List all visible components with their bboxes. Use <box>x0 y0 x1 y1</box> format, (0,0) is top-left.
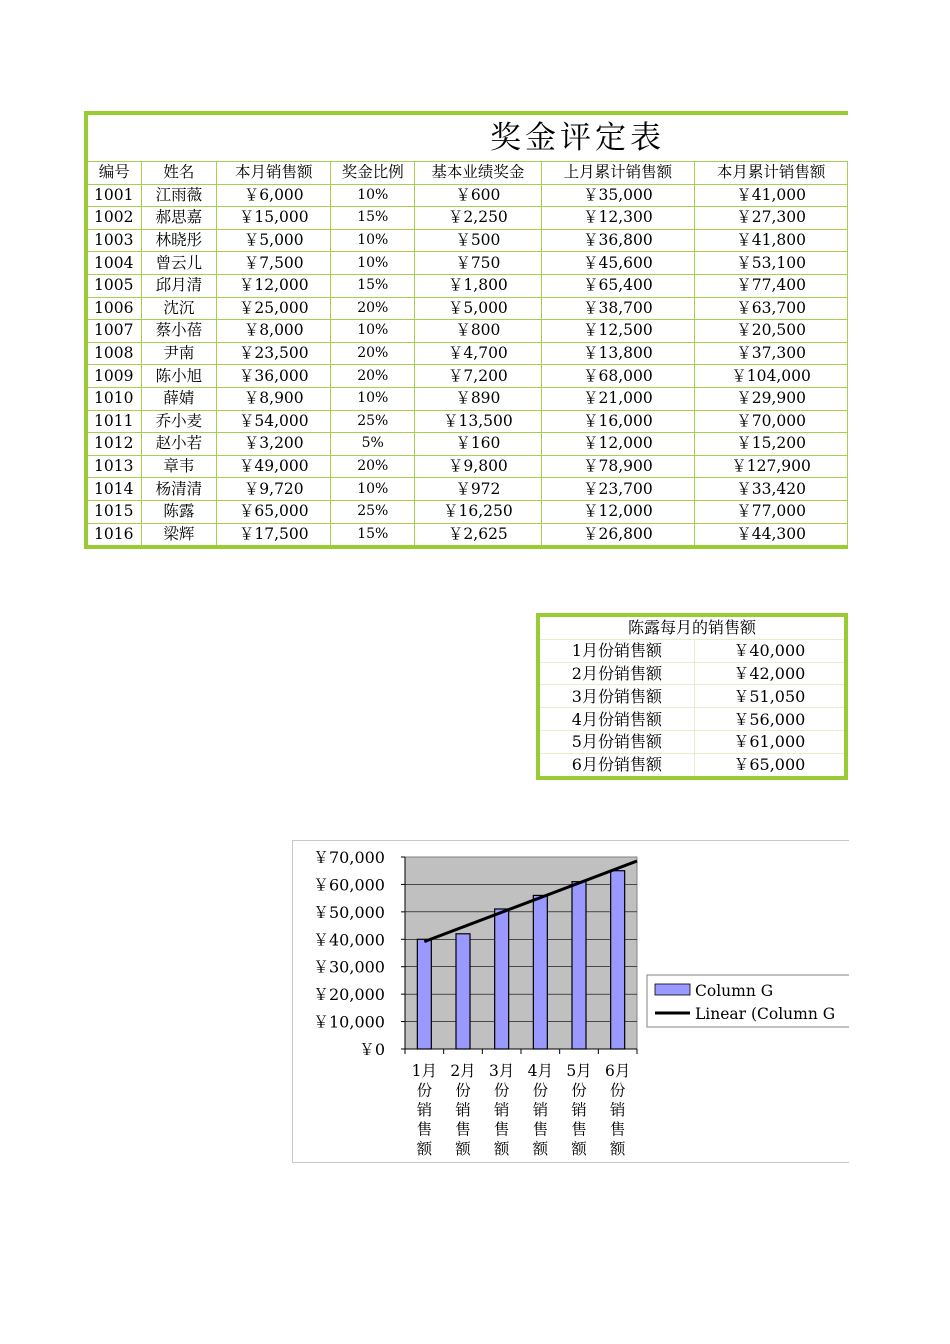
table-cell: ￥23,500 <box>217 342 331 365</box>
sales-chart <box>292 840 849 1163</box>
table-cell: ￥15,000 <box>217 207 331 230</box>
table-cell: ￥49,000 <box>217 455 331 478</box>
list-item <box>538 753 846 777</box>
bar <box>533 895 547 1049</box>
table-row <box>86 184 848 207</box>
table-cell: 1016 <box>86 523 141 547</box>
month-value: ￥51,050 <box>694 685 846 708</box>
table-cell: 1009 <box>86 365 141 388</box>
table-cell: 郝思嘉 <box>141 207 217 230</box>
table-cell: ￥41,000 <box>695 184 848 207</box>
y-tick-label: ￥70,000 <box>313 848 385 867</box>
table-cell: 乔小麦 <box>141 410 217 433</box>
month-label: 2月份销售额 <box>538 662 694 685</box>
legend-swatch-bar <box>655 984 690 995</box>
table-cell: 梁辉 <box>141 523 217 547</box>
table-cell: ￥36,000 <box>217 365 331 388</box>
table-cell: ￥13,500 <box>415 410 541 433</box>
table-cell: 章韦 <box>141 455 217 478</box>
plot-area <box>405 857 637 1049</box>
table-cell: ￥16,000 <box>541 410 695 433</box>
table-cell: 1015 <box>86 500 141 523</box>
table-cell: 蔡小蓓 <box>141 320 217 343</box>
table-cell: ￥127,900 <box>695 455 848 478</box>
table-cell: ￥2,250 <box>415 207 541 230</box>
chart-legend <box>647 975 849 1027</box>
table-cell: 10% <box>331 478 415 501</box>
table-cell: ￥2,625 <box>415 523 541 547</box>
column-header: 本月销售额 <box>217 162 331 185</box>
table-cell: ￥54,000 <box>217 410 331 433</box>
table-cell: ￥65,400 <box>541 274 695 297</box>
table-cell: 1007 <box>86 320 141 343</box>
table-cell: 陈小旭 <box>141 365 217 388</box>
month-value: ￥56,000 <box>694 708 846 731</box>
monthly-sales-table <box>536 613 848 780</box>
month-value: ￥40,000 <box>694 639 846 662</box>
table-cell: 1014 <box>86 478 141 501</box>
table-cell: ￥44,300 <box>695 523 848 547</box>
table-cell: 10% <box>331 320 415 343</box>
table-cell: 10% <box>331 252 415 275</box>
column-header: 编号 <box>86 162 141 185</box>
table-cell: 赵小若 <box>141 433 217 456</box>
table-cell: 1005 <box>86 274 141 297</box>
table-cell: 1012 <box>86 433 141 456</box>
x-tick-label: 4月份销售额 <box>527 1062 554 1158</box>
list-item <box>538 708 846 731</box>
table-cell: ￥65,000 <box>217 500 331 523</box>
month-label: 4月份销售额 <box>538 708 694 731</box>
x-tick-label: 2月份销售额 <box>450 1062 476 1158</box>
table-cell: ￥500 <box>415 229 541 252</box>
list-item <box>538 730 846 753</box>
table-cell: ￥5,000 <box>217 229 331 252</box>
table-cell: 尹南 <box>141 342 217 365</box>
table-row <box>86 478 848 501</box>
table-cell: ￥15,200 <box>695 433 848 456</box>
table-cell: 林晓彤 <box>141 229 217 252</box>
table-cell: ￥9,800 <box>415 455 541 478</box>
table-cell: 曾云儿 <box>141 252 217 275</box>
table-cell: ￥38,700 <box>541 297 695 320</box>
table-cell: 陈露 <box>141 500 217 523</box>
x-tick-label: 5月份销售额 <box>566 1062 592 1158</box>
table-cell: ￥8,900 <box>217 387 331 410</box>
month-label: 6月份销售额 <box>538 753 694 777</box>
table-cell: 20% <box>331 342 415 365</box>
table-cell: 20% <box>331 297 415 320</box>
table-cell: 10% <box>331 229 415 252</box>
table-cell: 薛婧 <box>141 387 217 410</box>
column-header: 姓名 <box>141 162 217 185</box>
table-cell: 1003 <box>86 229 141 252</box>
table-row <box>86 252 848 275</box>
bar <box>417 939 431 1049</box>
table-cell: ￥45,600 <box>541 252 695 275</box>
table-cell: 1011 <box>86 410 141 433</box>
table-cell: 15% <box>331 523 415 547</box>
month-value: ￥65,000 <box>694 753 846 777</box>
table-row <box>86 365 848 388</box>
table-row <box>86 433 848 456</box>
table-row <box>86 387 848 410</box>
table-cell: 邱月清 <box>141 274 217 297</box>
y-tick-label: ￥30,000 <box>313 957 385 977</box>
month-value: ￥61,000 <box>694 730 846 753</box>
table-cell: 20% <box>331 365 415 388</box>
table-row <box>86 342 848 365</box>
table-cell: ￥160 <box>415 433 541 456</box>
table-cell: ￥36,800 <box>541 229 695 252</box>
column-header: 上月累计销售额 <box>541 162 695 185</box>
table-cell: ￥600 <box>415 184 541 207</box>
table-cell: 江雨薇 <box>141 184 217 207</box>
table-row <box>86 207 848 230</box>
table-cell: 15% <box>331 274 415 297</box>
table-cell: 1006 <box>86 297 141 320</box>
table-cell: ￥12,500 <box>541 320 695 343</box>
month-label: 1月份销售额 <box>538 639 694 662</box>
legend-label: Linear (Column G <box>695 1005 836 1023</box>
table-cell: ￥12,000 <box>541 433 695 456</box>
table-cell: ￥972 <box>415 478 541 501</box>
table-cell: ￥29,900 <box>695 387 848 410</box>
list-item <box>538 685 846 708</box>
table-cell: ￥35,000 <box>541 184 695 207</box>
list-item <box>538 639 846 662</box>
x-tick-label: 1月份销售额 <box>411 1062 438 1158</box>
table-cell: ￥77,400 <box>695 274 848 297</box>
table-cell: ￥9,720 <box>217 478 331 501</box>
table-cell: 10% <box>331 387 415 410</box>
table-cell: ￥4,700 <box>415 342 541 365</box>
month-label: 3月份销售额 <box>538 685 694 708</box>
table-row <box>86 500 848 523</box>
table-cell: ￥890 <box>415 387 541 410</box>
table-cell: ￥33,420 <box>695 478 848 501</box>
column-header: 基本业绩奖金 <box>415 162 541 185</box>
table-cell: ￥6,000 <box>217 184 331 207</box>
table-cell: 10% <box>331 184 415 207</box>
table-cell: 25% <box>331 410 415 433</box>
table-cell: ￥78,900 <box>541 455 695 478</box>
table-cell: 沈沉 <box>141 297 217 320</box>
table-cell: 1008 <box>86 342 141 365</box>
table-row <box>86 229 848 252</box>
monthly-table-title: 陈露每月的销售额 <box>538 615 846 639</box>
table-cell: 1010 <box>86 387 141 410</box>
table-cell: 5% <box>331 433 415 456</box>
y-tick-label: ￥10,000 <box>313 1012 385 1032</box>
table-cell: ￥12,000 <box>541 500 695 523</box>
table-row <box>86 455 848 478</box>
table-cell: ￥12,300 <box>541 207 695 230</box>
table-cell: 1001 <box>86 184 141 207</box>
table-cell: ￥13,800 <box>541 342 695 365</box>
table-cell: ￥27,300 <box>695 207 848 230</box>
table-cell: ￥1,800 <box>415 274 541 297</box>
table-row <box>86 297 848 320</box>
table-cell: ￥17,500 <box>217 523 331 547</box>
table-row <box>86 320 848 343</box>
table-cell: 1013 <box>86 455 141 478</box>
table-cell: ￥7,200 <box>415 365 541 388</box>
table-cell: ￥25,000 <box>217 297 331 320</box>
y-tick-label: ￥0 <box>358 1040 385 1059</box>
table-row <box>86 274 848 297</box>
table-cell: ￥8,000 <box>217 320 331 343</box>
table-cell: 杨清清 <box>141 478 217 501</box>
table-cell: 1002 <box>86 207 141 230</box>
table-cell: ￥800 <box>415 320 541 343</box>
table-cell: ￥37,300 <box>695 342 848 365</box>
table-row <box>86 410 848 433</box>
legend-label: Column G <box>695 982 774 1000</box>
table-cell: ￥16,250 <box>415 500 541 523</box>
table-cell: 25% <box>331 500 415 523</box>
y-tick-label: ￥40,000 <box>313 930 385 950</box>
table-cell: 15% <box>331 207 415 230</box>
table-cell: ￥21,000 <box>541 387 695 410</box>
y-tick-label: ￥60,000 <box>313 875 385 895</box>
table-cell: ￥750 <box>415 252 541 275</box>
table-cell: ￥7,500 <box>217 252 331 275</box>
table-cell: ￥12,000 <box>217 274 331 297</box>
table-cell: ￥68,000 <box>541 365 695 388</box>
table-cell: ￥53,100 <box>695 252 848 275</box>
bar <box>495 909 509 1049</box>
table-cell: ￥70,000 <box>695 410 848 433</box>
month-label: 5月份销售额 <box>538 730 694 753</box>
sales-chart-svg <box>293 841 849 1162</box>
table-cell: ￥5,000 <box>415 297 541 320</box>
column-header: 奖金比例 <box>331 162 415 185</box>
list-item <box>538 662 846 685</box>
y-tick-label: ￥20,000 <box>313 985 385 1005</box>
sheet-title: 奖金评定表 <box>490 119 665 156</box>
bonus-table <box>84 111 848 549</box>
table-cell: ￥23,700 <box>541 478 695 501</box>
table-row <box>86 523 848 547</box>
bar <box>572 882 586 1049</box>
table-cell: ￥104,000 <box>695 365 848 388</box>
table-cell: ￥63,700 <box>695 297 848 320</box>
month-value: ￥42,000 <box>694 662 846 685</box>
table-cell: 1004 <box>86 252 141 275</box>
table-cell: ￥20,500 <box>695 320 848 343</box>
bar <box>611 871 625 1049</box>
bar <box>456 934 470 1049</box>
y-tick-label: ￥50,000 <box>313 902 385 922</box>
table-cell: ￥77,000 <box>695 500 848 523</box>
x-tick-label: 6月份销售额 <box>604 1062 631 1158</box>
x-tick-label: 3月份销售额 <box>488 1062 515 1158</box>
table-cell: 20% <box>331 455 415 478</box>
column-header: 本月累计销售额 <box>695 162 848 185</box>
table-cell: ￥3,200 <box>217 433 331 456</box>
table-cell: ￥26,800 <box>541 523 695 547</box>
table-cell: ￥41,800 <box>695 229 848 252</box>
